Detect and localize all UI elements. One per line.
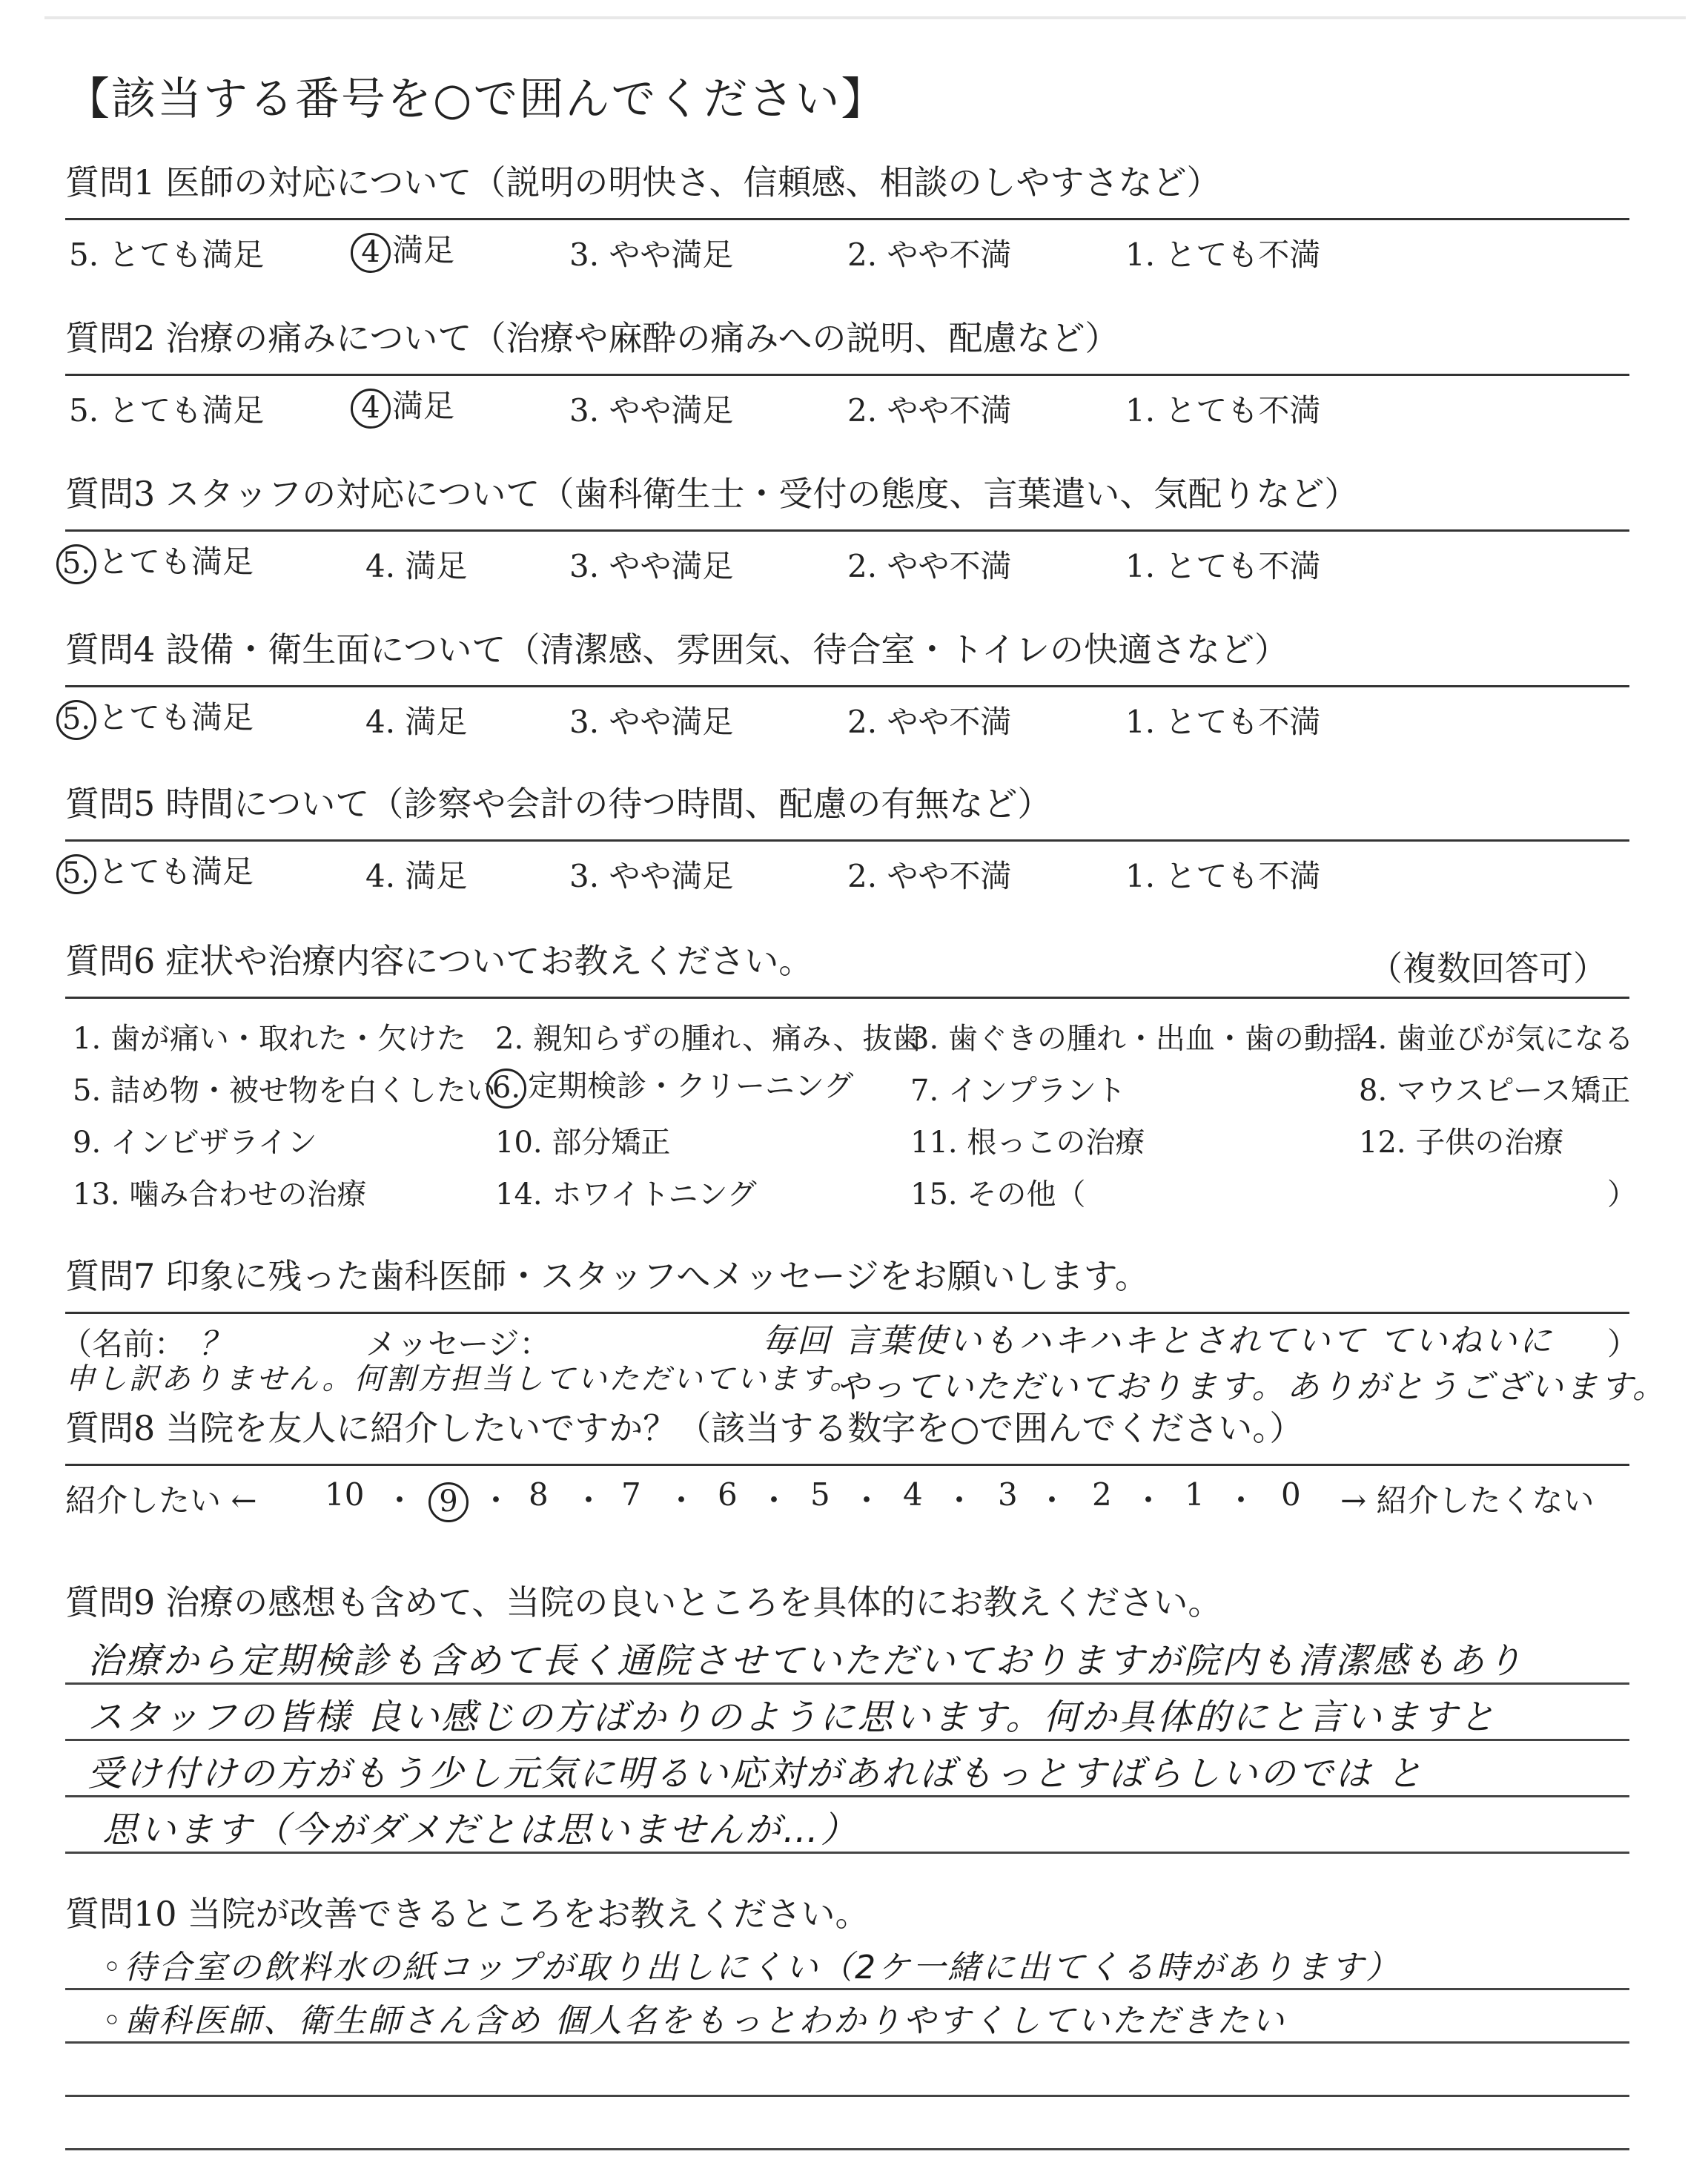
option-label: とても満足 — [98, 544, 254, 580]
question-3 — [62, 467, 1629, 584]
scale-2[interactable]: 2 — [1092, 1476, 1112, 1513]
option-3[interactable]: 3. やや満足 — [569, 858, 734, 894]
option-label: とても満足 — [98, 853, 254, 890]
selection-circle: 6. — [486, 1069, 526, 1109]
scale-8[interactable]: 8 — [529, 1476, 549, 1513]
selection-circle: 5. — [56, 854, 96, 894]
name-value[interactable]: ？ — [199, 1325, 234, 1363]
question-number: 質問7 — [65, 1256, 156, 1296]
rating-options — [65, 220, 1629, 272]
question-title — [65, 311, 1629, 371]
selection-circle: 5. — [56, 700, 96, 740]
scale-10[interactable]: 10 — [325, 1476, 365, 1513]
symptom-option[interactable]: 5. 詰め物・被せ物を白くしたい — [73, 1074, 496, 1108]
scale-0[interactable]: 0 — [1281, 1476, 1301, 1513]
option-1[interactable]: 1. とても不満 — [1125, 392, 1321, 429]
question-text: 当院が改善できるところをお教えください。 — [187, 1894, 870, 1934]
question-number: 質問6 — [65, 941, 156, 981]
question-text: スタッフの対応について（歯科衛生士・受付の態度、言葉遣い、気配りなど） — [165, 474, 1359, 514]
scale-dot: ・ — [1225, 1482, 1257, 1519]
question-4 — [62, 623, 1629, 740]
scale-dot: ・ — [480, 1482, 512, 1519]
scale-dot: ・ — [758, 1482, 790, 1519]
question-2 — [65, 311, 1629, 428]
rating-options — [65, 376, 1629, 428]
symptom-option[interactable]: 12. 子供の治療 — [1359, 1126, 1564, 1160]
selection-circle: 4 — [351, 233, 391, 273]
answer-line-2[interactable]: スタッフの皆様 良い感じの方ばかりのように思います。何か具体的にと言いますと — [87, 1697, 1497, 1738]
scale-dot: ・ — [944, 1482, 976, 1519]
scale-1[interactable]: 1 — [1185, 1476, 1205, 1513]
symptom-option[interactable]: 10. 部分矯正 — [495, 1126, 671, 1160]
option-1[interactable]: 1. とても不満 — [1125, 237, 1321, 273]
question-text: 設備・衛生面について（清潔感、雰囲気、待合室・トイレの快適さなど） — [165, 630, 1289, 670]
symptom-options — [65, 999, 1637, 1221]
question-text: 治療の感想も含めて、当院の良いところを具体的にお教えください。 — [165, 1582, 1222, 1622]
scale-dot: ・ — [851, 1482, 883, 1519]
option-4[interactable]: 4. 満足 — [365, 704, 468, 740]
question-number: 質問3 — [65, 474, 156, 514]
option-5-selected[interactable] — [56, 693, 254, 740]
rating-options — [62, 532, 1629, 584]
answer-lines — [65, 1946, 1629, 2154]
multiple-answers-note: （複数回答可） — [1368, 948, 1607, 988]
scale-dot: ・ — [666, 1482, 698, 1519]
option-label: 満足 — [392, 388, 455, 424]
question-6 — [65, 934, 1637, 1221]
question-title — [65, 1887, 1629, 1946]
option-2[interactable]: 2. やや不満 — [847, 704, 1012, 740]
answer-line-1[interactable]: ◦待合室の飲料水の紙コップが取り出しにくい（2ケ一緒に出てくる時があります） — [102, 1949, 1401, 1986]
selection-circle: 4 — [351, 389, 391, 429]
top-border — [44, 16, 1686, 19]
symptom-option[interactable]: 7. インプラント — [910, 1074, 1126, 1108]
ruled-line — [65, 2148, 1629, 2150]
question-8 — [65, 1401, 1629, 1518]
symptom-option[interactable]: 2. 親知らずの腫れ、痛み、抜歯 — [495, 1022, 922, 1056]
name-label: （名前： — [61, 1326, 186, 1362]
option-4[interactable]: 4. 満足 — [365, 858, 468, 894]
symptom-option[interactable]: 4. 歯並びが気になる — [1359, 1022, 1634, 1056]
option-5-selected[interactable] — [56, 848, 254, 894]
option-3[interactable]: 3. やや満足 — [569, 392, 734, 429]
symptom-option[interactable]: 8. マウスピース矯正 — [1359, 1074, 1631, 1108]
option-4[interactable]: 4. 満足 — [365, 548, 468, 584]
option-4-selected[interactable] — [351, 382, 454, 429]
option-4-selected[interactable] — [351, 226, 454, 273]
question-10 — [65, 1887, 1629, 2154]
answer-line-2[interactable]: ◦歯科医師、衛生師さん含め 個人名をもっとわかりやすくしていただきたい — [102, 2002, 1286, 2040]
symptom-option[interactable]: 14. ホワイトニング — [495, 1178, 757, 1212]
question-title — [65, 1249, 1629, 1309]
selection-circle: 5. — [56, 544, 96, 584]
question-7 — [61, 1249, 1667, 1406]
question-text: 時間について（診察や会計の待つ時間、配慮の有無など） — [165, 784, 1052, 824]
question-title — [65, 467, 1629, 526]
symptom-option[interactable]: 1. 歯が痛い・取れた・欠けた — [73, 1022, 466, 1056]
question-title — [65, 156, 1629, 215]
rating-options — [62, 842, 1629, 894]
ruled-line — [65, 1852, 1629, 1854]
option-2[interactable]: 2. やや不満 — [847, 237, 1012, 273]
symptom-option-6-selected[interactable] — [486, 1063, 853, 1109]
question-title — [65, 934, 1629, 994]
option-label: 満足 — [392, 232, 455, 268]
option-5-selected[interactable] — [56, 538, 254, 584]
scale-right-label: → 紹介したくない — [1340, 1482, 1595, 1519]
option-3[interactable]: 3. やや満足 — [569, 548, 734, 584]
scale-dot: ・ — [1133, 1482, 1165, 1519]
answer-line-3[interactable]: 受け付けの方がもう少し元気に明るい応対があればもっとすばらしいのでは と — [87, 1753, 1425, 1794]
message-label: メッセージ： — [365, 1326, 551, 1362]
scale-dot: ・ — [384, 1482, 416, 1519]
scale-4[interactable]: 4 — [903, 1476, 923, 1513]
symptom-option[interactable]: 11. 根っこの治療 — [910, 1126, 1145, 1160]
question-title — [65, 1576, 1629, 1635]
ruled-line — [65, 1988, 1629, 1990]
question-5 — [62, 777, 1629, 894]
scale-left-label: 紹介したい ← — [65, 1482, 257, 1519]
option-2[interactable]: 2. やや不満 — [847, 858, 1012, 894]
symptom-option-other[interactable]: 15. その他（ — [910, 1178, 1086, 1212]
option-2[interactable]: 2. やや不満 — [847, 548, 1012, 584]
question-number: 質問4 — [65, 630, 156, 670]
ruled-line — [65, 2041, 1629, 2044]
recommend-scale — [65, 1466, 1629, 1518]
question-title — [65, 777, 1629, 836]
question-text: 当院を友人に紹介したいですか？（該当する数字を○で囲んでください。） — [165, 1408, 1304, 1448]
option-5[interactable]: 5. とても満足 — [69, 392, 265, 429]
question-number: 質問5 — [65, 784, 156, 824]
question-text: 症状や治療内容についてお教えください。 — [165, 941, 813, 981]
message-line-2-right[interactable]: やっていただいております。ありがとうございます。 — [836, 1368, 1667, 1406]
question-text: 治療の痛みについて（治療や麻酔の痛みへの説明、配慮など） — [165, 318, 1119, 358]
scale-5[interactable]: 5 — [810, 1476, 830, 1513]
scale-dot: ・ — [1036, 1482, 1068, 1519]
question-number: 質問8 — [65, 1408, 156, 1448]
option-label: 定期検診・クリーニング — [528, 1069, 854, 1103]
rating-options — [62, 687, 1629, 740]
symptom-option[interactable]: 13. 噛み合わせの治療 — [73, 1178, 367, 1212]
option-1[interactable]: 1. とても不満 — [1125, 858, 1321, 894]
question-text: 印象に残った歯科医師・スタッフへメッセージをお願いします。 — [165, 1256, 1149, 1296]
question-text: 医師の対応について（説明の明快さ、信頼感、相談のしやすさなど） — [165, 162, 1221, 202]
question-number: 質問1 — [65, 162, 156, 202]
option-3[interactable]: 3. やや満足 — [569, 237, 734, 273]
message-close-paren: ） — [1607, 1326, 1639, 1362]
option-label: とても満足 — [98, 699, 254, 736]
message-area — [61, 1314, 1667, 1406]
page-title: 【該当する番号を○で囲んでください】 — [65, 73, 887, 125]
scale-7[interactable]: 7 — [621, 1476, 641, 1513]
scale-6[interactable]: 6 — [718, 1476, 738, 1513]
option-1[interactable]: 1. とても不満 — [1125, 704, 1321, 740]
message-line-1-right[interactable]: 毎回 言葉使いもハキハキとされていて ていねいに — [762, 1322, 1554, 1360]
symptom-option[interactable]: 9. インビザライン — [73, 1126, 317, 1160]
question-number: 質問10 — [65, 1894, 177, 1934]
option-1[interactable]: 1. とても不満 — [1125, 548, 1321, 584]
answer-line-1[interactable]: 治療から定期検診も含めて長く通院させていただいておりますが院内も清潔感もあり — [87, 1640, 1525, 1682]
scale-3[interactable]: 3 — [998, 1476, 1018, 1513]
ruled-line — [65, 1682, 1629, 1685]
symptom-option[interactable]: 3. 歯ぐきの腫れ・出血・歯の動揺 — [910, 1022, 1363, 1056]
question-number: 質問2 — [65, 318, 156, 358]
question-number: 質問9 — [65, 1582, 156, 1622]
question-1 — [65, 156, 1629, 272]
option-3[interactable]: 3. やや満足 — [569, 704, 734, 740]
option-2[interactable]: 2. やや不満 — [847, 392, 1012, 429]
ruled-line — [65, 2095, 1629, 2097]
message-line-1-left[interactable]: 申し訳ありません。何割方担当していただいています。 — [65, 1362, 862, 1396]
question-title — [65, 1401, 1629, 1461]
ruled-line — [65, 1739, 1629, 1741]
selection-circle: 9 — [428, 1482, 469, 1522]
ruled-line — [65, 1795, 1629, 1797]
other-close-paren: ） — [1607, 1178, 1637, 1212]
answer-line-4[interactable]: 思います（今がダメだとは思いませんが…） — [102, 1809, 859, 1851]
question-title — [65, 623, 1629, 682]
scale-dot: ・ — [573, 1482, 605, 1519]
option-5[interactable]: 5. とても満足 — [69, 237, 265, 273]
